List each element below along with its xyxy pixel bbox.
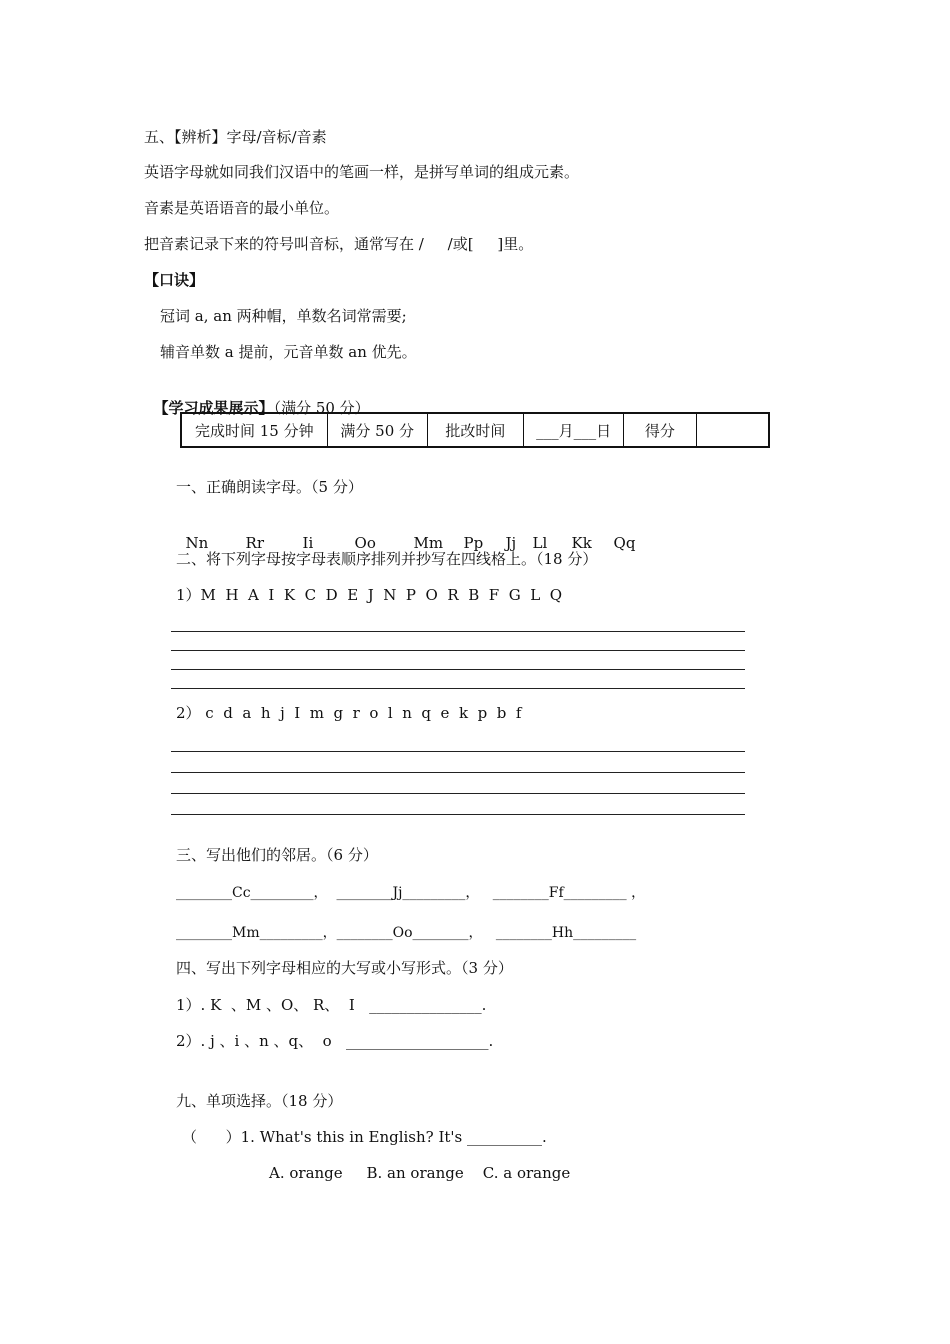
four-line-grid-1-line [171,631,745,632]
section5-line2: 音素是英语语音的最小单位。 [144,199,340,217]
q9-question-1: （ ）1. What's this in English? It's __________. [182,1128,547,1146]
four-line-grid-1-line [171,650,745,651]
score-cell-date: ___月___日 [523,413,623,447]
section5-heading: 五、【辨析】字母/音标/音素 [144,128,327,146]
q1-letter: Ii [302,534,314,552]
mnemonic-heading: 【口诀】 [144,271,205,289]
score-cell-score-value[interactable] [696,413,769,447]
q2-row2-letters: 2） c d a h j I m g r o l n q e k p b f [176,704,522,722]
score-cell-time: 完成时间 15 分钟 [181,413,327,447]
four-line-grid-2-line [171,793,745,794]
four-line-grid-1-line [171,669,745,670]
score-cell-full: 满分 50 分 [327,413,427,447]
four-line-grid-2-line [171,772,745,773]
q2-row1-letters: 1）M H A I K C D E J N P O R B F G L Q [176,586,563,604]
q1-letter: Kk [571,534,592,552]
q4-line1: 1）. K 、M 、O、 R、 I _______________. [176,996,487,1014]
q1-heading: 一、正确朗读字母。（5 分） [176,478,363,496]
q3-line2: ________Mm_________，________Oo________， ________Hh_________ [176,925,637,941]
q3-heading: 三、写出他们的邻居。（6 分） [176,846,378,864]
q9-options-1: A. orange B. an orange C. a orange [269,1164,571,1182]
mnemonic-line2: 辅音单数 a 提前，元音单数 an 优先。 [160,343,417,361]
four-line-grid-1-line [171,688,745,689]
score-table [180,412,770,448]
section5-line3: 把音素记录下来的符号叫音标，通常写在 / /或[ ]里。 [144,235,534,253]
q1-letter: Qq [613,534,636,552]
q9-heading: 九、单项选择。（18 分） [176,1092,343,1110]
score-cell-grading: 批改时间 [427,413,523,447]
q1-letter: Jj [505,534,517,552]
q1-letter: Nn [185,534,209,552]
q1-letter: Mm [413,534,444,552]
four-line-grid-2-line [171,751,745,752]
q1-letter: Ll [532,534,548,552]
results-score-note: （满分 50 分） [273,399,370,417]
q2-heading: 二、将下列字母按字母表顺序排列并抄写在四线格上。（18 分） [176,550,598,568]
q1-letter: Rr [245,534,265,552]
q3-line1: ________Cc_________， ________Jj_________， ________Ff_________ ， [176,885,646,901]
mnemonic-line1: 冠词 a, an 两种帽，单数名词常需要; [160,307,407,325]
q4-heading: 四、写出下列字母相应的大写或小写形式。（3 分） [176,959,513,977]
q1-letter: Pp [463,534,484,552]
section5-line1: 英语字母就如同我们汉语中的笔画一样，是拼写单词的组成元素。 [144,163,580,181]
q1-letter: Oo [354,534,376,552]
score-cell-score-label: 得分 [624,413,696,447]
four-line-grid-2-line [171,814,745,815]
q4-line2: 2）. j 、i 、n 、q、 o ___________________. [176,1032,494,1050]
results-heading: 【学习成果展示】 [153,399,274,417]
q1-letter-row [176,513,635,553]
